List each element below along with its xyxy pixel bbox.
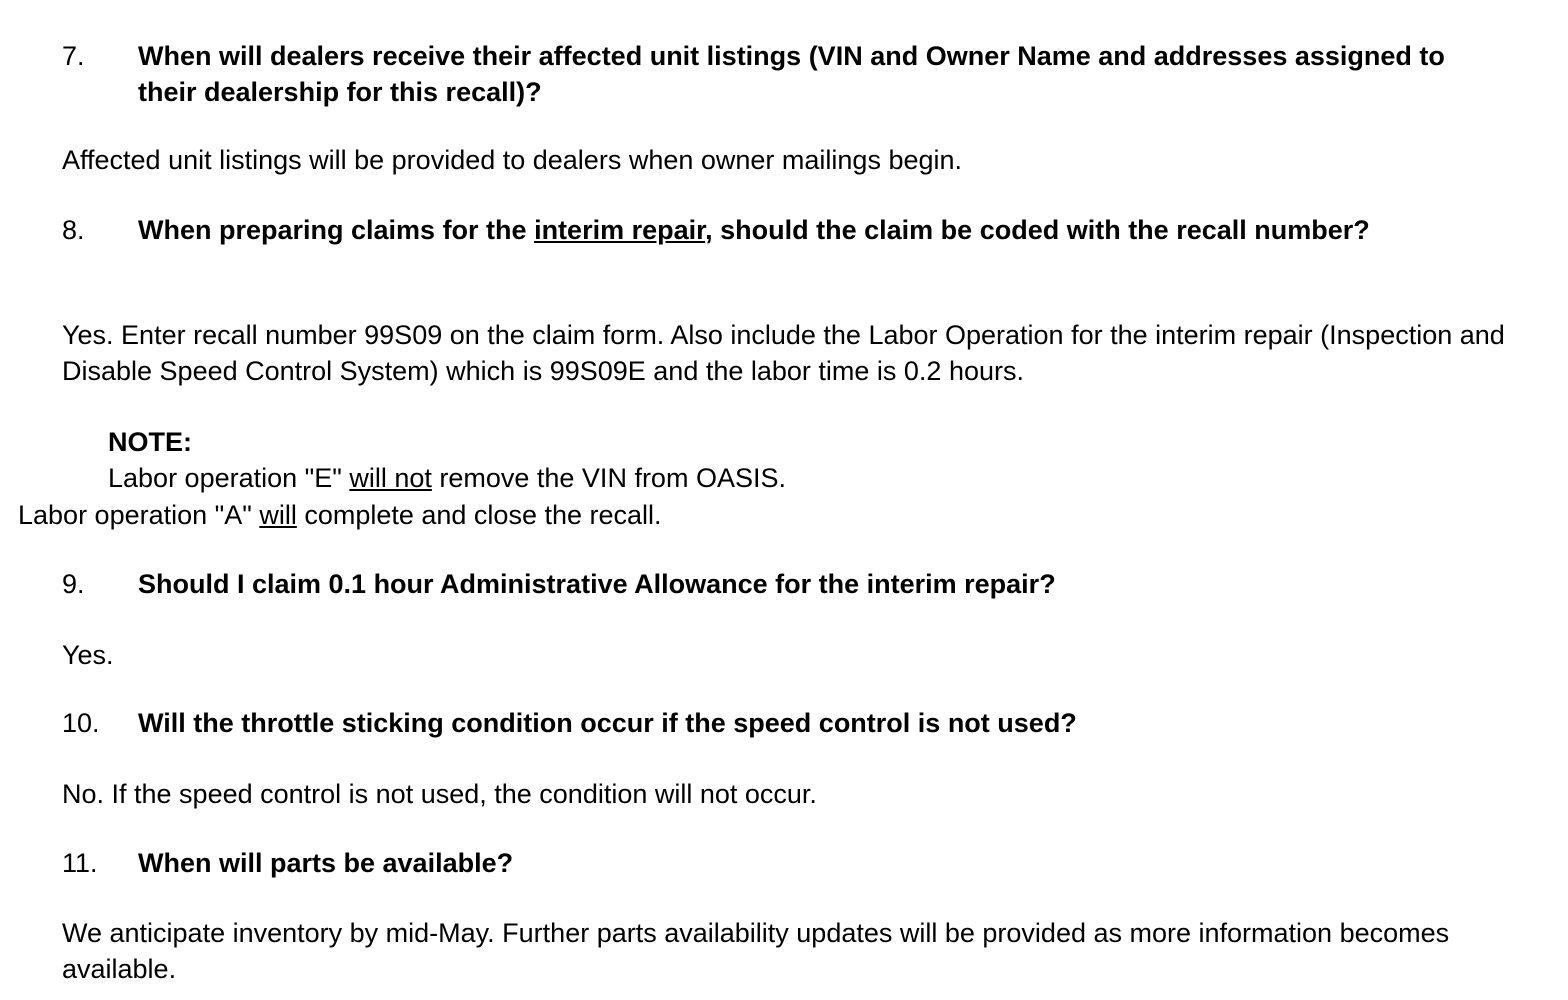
- note-line-2: [18, 497, 662, 533]
- note-text-part: remove the VIN from OASIS.: [431, 463, 786, 493]
- question-10: [62, 705, 1502, 741]
- answer-9: Yes.: [62, 640, 114, 670]
- question-number: 11.: [62, 848, 98, 878]
- question-text: Should I claim 0.1 hour Administrative Allowance for the interim repair?: [138, 569, 1056, 599]
- question-number: 9.: [62, 569, 85, 599]
- underlined-term: interim repair: [534, 215, 706, 245]
- answer-11: We anticipate inventory by mid-May. Further parts availability updates will be provided as more information becomes available.: [62, 918, 1450, 984]
- question-number: 7.: [62, 41, 85, 71]
- question-text: Will the throttle sticking condition occur if the speed control is not used?: [138, 708, 1077, 738]
- note-text-part: Labor operation "E": [108, 463, 350, 493]
- question-text: [138, 212, 1502, 248]
- note-text-part: complete and close the recall.: [296, 500, 662, 530]
- note-line-1: [108, 460, 786, 496]
- question-text: When will dealers receive their affected unit listings (VIN and Owner Name and addresses assigned to their dealership for this recall)?: [138, 41, 1445, 107]
- answer-7: Affected unit listings will be provided to dealers when owner mailings begin.: [62, 145, 963, 175]
- question-text-part: , should the claim be coded with the recall number?: [705, 215, 1370, 245]
- question-9: [62, 566, 1502, 602]
- note-emphasis: will: [259, 500, 297, 530]
- question-8: [62, 212, 1502, 248]
- note-title: NOTE:: [108, 427, 192, 457]
- question-text: When will parts be available?: [138, 848, 514, 878]
- answer-8: Yes. Enter recall number 99S09 on the claim form. Also include the Labor Operation for the interim repair (Inspection and Disable Speed Control System) which is 99S09E and the labor time is 0.2 hours.: [62, 320, 1505, 386]
- question-11: [62, 845, 1502, 881]
- note-text-part: Labor operation "A": [18, 500, 260, 530]
- question-text-part: When preparing claims for the: [138, 215, 535, 245]
- question-number: 10.: [62, 708, 100, 738]
- question-number: 8.: [62, 215, 85, 245]
- note-emphasis: will not: [349, 463, 432, 493]
- answer-10: No. If the speed control is not used, the condition will not occur.: [62, 779, 817, 809]
- question-7: [62, 38, 1502, 110]
